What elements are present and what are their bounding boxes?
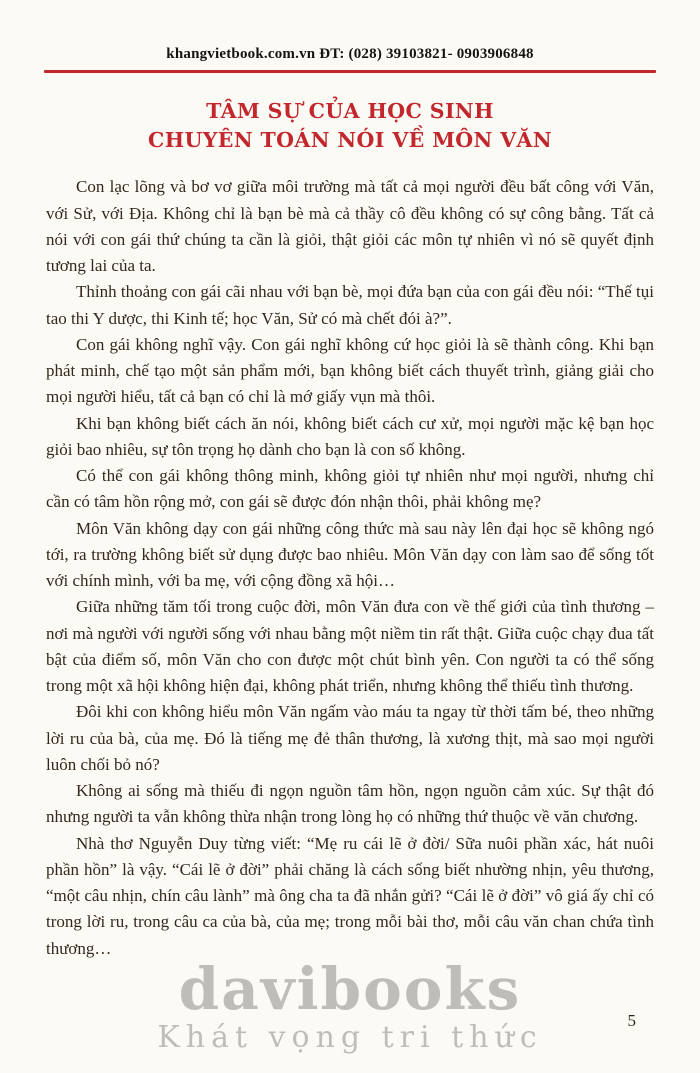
publisher-contact-text: khangvietbook.com.vn ĐT: (028) 39103821- 0903906848 <box>166 46 534 62</box>
chapter-title-line2: CHUYÊN TOÁN NÓI VỀ MÔN VĂN <box>148 127 552 152</box>
header-divider <box>44 70 656 73</box>
paragraph: Không ai sống mà thiếu đi ngọn nguồn tâm hồn, ngọn nguồn cảm xúc. Sự thật đó nhưng người ta vẫn không thừa nhận trong lòng họ có những thứ thuộc về văn chương. <box>46 781 654 827</box>
page-number: 5 <box>627 1011 636 1030</box>
watermark-slogan-text: Khát vọng tri thức <box>157 1020 543 1055</box>
watermark-logo-text: davibooks <box>178 955 522 1023</box>
paragraph: Khi bạn không biết cách ăn nói, không biết cách cư xử, mọi người mặc kệ bạn học giỏi bao nhiêu, sự tôn trọng họ dành cho bạn là con số không. <box>46 413 654 459</box>
paragraph: Môn Văn không dạy con gái những công thức mà sau này lên đại học sẽ không ngó tới, ra trường không biết sử dụng được bao nhiêu. Môn Văn dạy con làm sao để sống tốt với chính mình, với ba mẹ, với cộng đồng xã hội… <box>46 518 654 591</box>
paragraph: Con gái không nghĩ vậy. Con gái nghĩ không cứ học giỏi là sẽ thành công. Khi bạn phát minh, chế tạo một sản phẩm mới, bạn không biết cách thuyết trình, giảng giải cho mọi người hiểu, tất cả bạn có chỉ là mớ giấy vụn mà thôi. <box>46 334 654 407</box>
page-header <box>0 0 700 73</box>
paragraph: Nhà thơ Nguyễn Duy từng viết: “Mẹ ru cái lẽ ở đời/ Sữa nuôi phần xác, hát nuôi phần hồn” là vậy. “Cái lẽ ở đời” phải chăng là cách sống biết nhường nhịn, yêu thương, “một câu nhịn, chín câu lành” mà ông cha ta đã nhắn gửi? “Cái lẽ ở đời” vô giá ấy chỉ có trong lời ru, trong câu ca của bà, của mẹ; trong mỗi bài thơ, mỗi câu văn chan chứa tình thương… <box>46 833 654 958</box>
paragraph: Đôi khi con không hiểu môn Văn ngấm vào máu ta ngay từ thời tấm bé, theo những lời ru của bà, của mẹ. Đó là tiếng mẹ đẻ thân thương, là xương thịt, mà sao mọi người luôn chối bỏ nó? <box>46 702 654 774</box>
paragraph: Con lạc lõng và bơ vơ giữa môi trường mà tất cả mọi người đều bất công với Văn, với Sử, với Địa. Không chỉ là bạn bè mà cả thầy cô đều không có sự công bằng. Tất cả nói với con gái thứ chúng ta cần là giỏi, thật giỏi các môn tự nhiên vì nó sẽ quyết định tương lai của ta. <box>46 177 654 276</box>
chapter-title-line1: TÂM SỰ CỦA HỌC SINH <box>206 99 494 123</box>
paragraph: Có thể con gái không thông minh, không giỏi tự nhiên như mọi người, nhưng chỉ cần có tâm hồn rộng mở, con gái sẽ được đón nhận thôi, phải không mẹ? <box>46 466 654 512</box>
watermark <box>0 955 700 1055</box>
paragraph: Giữa những tăm tối trong cuộc đời, môn Văn đưa con về thế giới của tình thương – nơi mà người với người sống với nhau bằng một niềm tin rất thật. Giữa cuộc chạy đua tất bật của điểm số, môn Văn cho con được một chút bình yên. Con người ta có thể sống trong một xã hội không hiện đại, không phát triển, nhưng không thể thiếu tình thương. <box>46 597 654 696</box>
chapter-title <box>0 97 700 154</box>
paragraph: Thỉnh thoảng con gái cãi nhau với bạn bè, mọi đứa bạn của con gái đều nói: “Thế tụi tao thi Y dược, thi Kinh tế; học Văn, Sử có mà chết đói à?”. <box>46 282 654 328</box>
body-text <box>46 174 654 962</box>
